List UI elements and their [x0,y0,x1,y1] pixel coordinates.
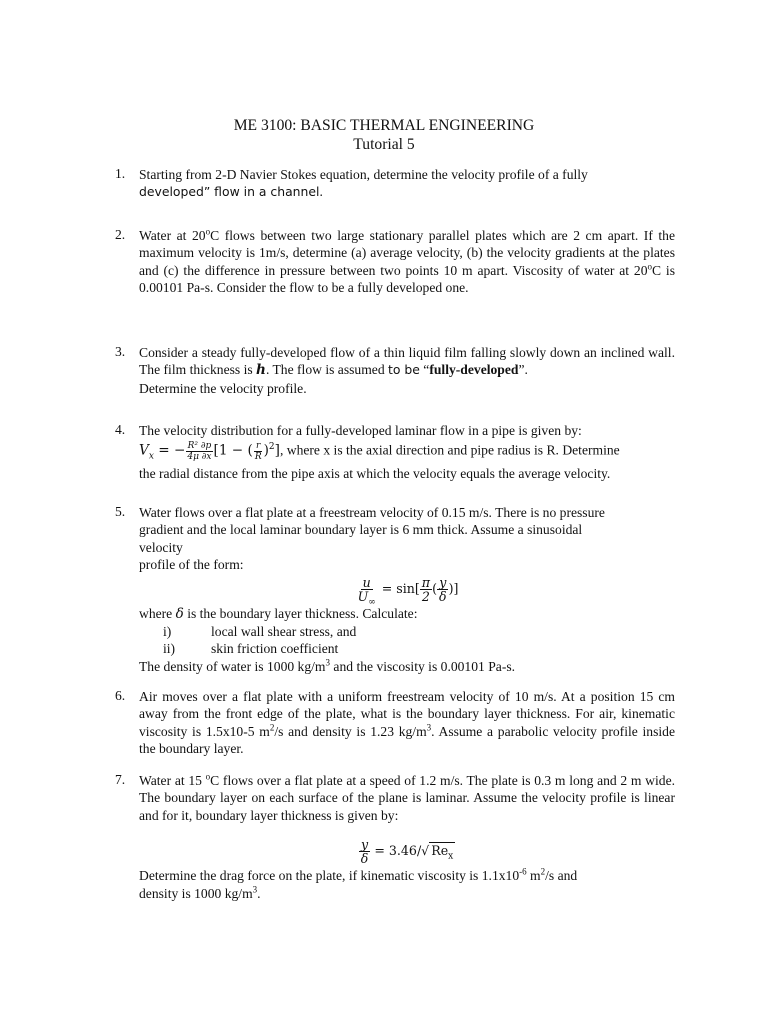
question-text: the radial distance from the pipe axis at which the velocity equals the average velocity. [139,466,611,482]
question-text [139,227,675,297]
text-run: Water at 20 [139,228,206,243]
eq-denominator: δ [438,588,447,604]
eq-numerator: y [439,574,447,590]
text-run: . Assume a parabolic velocity profile inside the boundary layer. [139,723,675,757]
superscript: 3 [426,722,432,733]
question-number: 4. [115,422,126,437]
superscript: 2 [540,866,546,877]
eq-fraction [356,574,378,608]
question-number: 5. [115,504,126,519]
text-run: C flows over a flat plate at a speed of 1.2 m/s. The plate is 0.3 m long and 2 m wide. The boundary layer on each surface of the plane is laminar. Assume the velocity profile is linear and for it, boundary layer thickness is given by: [139,773,676,823]
list-text: local wall shear stress, and [211,624,357,640]
eq-numerator: π [421,574,431,590]
question-text [139,658,675,675]
question-text [139,772,675,824]
question-number: 6. [115,688,126,703]
text-run: where [139,605,176,621]
list-marker: ii) [163,641,176,657]
eq-numerator: R² ∂p [187,441,212,452]
question-5 [115,504,675,675]
question-7 [115,772,675,902]
eq-denominator: U [357,588,369,604]
eq-operator: = − [153,443,186,460]
variable-h: h [256,362,266,379]
eq-bracket: )] [448,580,459,596]
eq-fraction [359,838,371,865]
text-run: C is 0.00101 Pa-s. Consider the flow to be a fully developed one. [139,262,675,296]
course-title: ME 3100: BASIC THERMAL ENGINEERING [233,117,535,134]
text-run: “ [419,362,430,378]
question-4 [115,422,675,483]
question-text: profile of the form: [139,557,244,573]
text-run: ”. [518,362,528,378]
eq-subscript: ∞ [368,597,376,608]
sinusoidal-profile-equation: $\frac{u}{U_\infty}$ = sin[ $\frac{\pi}{2}$ ( $\frac{y}{\delta}$ )] [357,574,459,608]
eq-fraction [185,441,213,462]
eq-bracket: ) [263,443,269,460]
text-run: /s and [545,868,578,884]
eq-denominator: 4μ ∂x [187,452,212,463]
question-text [139,344,675,397]
eq-subscript: x [448,851,454,862]
question-3 [115,344,675,397]
superscript: o [205,771,211,782]
superscript: 2 [269,722,275,733]
question-text: Starting from 2-D Navier Stokes equation, determine the velocity profile of a fully [139,167,588,182]
list-marker: i) [163,624,172,640]
text-run: is the boundary layer thickness. Calculate: [183,605,418,621]
text-run: Determine the drag force on the plate, if kinematic viscosity is 1.1x10 [139,868,520,884]
eq-bracket: ] [274,443,280,460]
eq-fraction [253,441,264,462]
question-1 [115,166,675,201]
text-run: The density of water is 1000 kg/m [139,658,326,674]
eq-re: Re [431,843,449,859]
boundary-layer-equation [139,838,675,865]
text-run: to be [388,362,420,378]
text-run: C flows between two large stationary parallel plates which are 2 cm apart. If the maximum velocity is 1m/s, determine (a) average velocity, (b) the velocity gradients at the plates and (c) the difference in pressure between two points 10 m apart. Viscosity of water at 20 [139,228,675,278]
bold-term: fully-developed [429,362,519,378]
eq-denominator: δ [360,851,369,867]
eq-numerator: u [362,574,371,590]
eq-exponent: 2 [268,442,275,453]
question-text: The velocity distribution for a fully-developed laminar flow in a pipe is given by: [139,423,582,438]
text-run: . [257,885,261,901]
eq-operator: = sin[ [377,580,420,596]
text-run: . The flow is assumed [265,362,389,378]
question-text [139,605,675,623]
velocity-equation-line [139,441,675,462]
eq-numerator: r [256,441,261,452]
question-text: Water flows over a flat plate at a freestream velocity of 0.15 m/s. There is no pressure [139,505,605,520]
superscript: 3 [252,884,258,895]
eq-denominator: 2 [421,588,430,604]
question-text [139,885,675,902]
text-run: Consider a steady fully-developed flow of a thin liquid film falling slowly down an inclined wall. The film thickness is [139,345,675,378]
list-item [139,640,675,657]
delta-symbol: δ [175,605,184,622]
text-run: m [526,868,541,884]
eq-fraction [420,576,432,603]
question-number: 1. [115,166,126,181]
question-6 [115,688,675,758]
eq-fraction [437,576,449,603]
text-run: and the viscosity is 0.00101 Pa-s. [330,658,516,674]
text-run: Air moves over a flat plate with a uniform freestream velocity of 10 m/s. At a position 15 cm away from the front edge of the plate, what is the boundary layer thickness. For air, kinematic viscosity is 1.5x10-5 m [139,689,675,739]
superscript: o [647,261,652,272]
question-text: gradient and the local laminar boundary layer is 6 mm thick. Assume a sinusoidal [139,522,583,538]
question-number: 2. [115,227,126,242]
question-2 [115,227,675,297]
tutorial-subtitle: Tutorial 5 [353,136,415,153]
question-text: developed” flow in a channel [139,184,320,200]
superscript: 3 [325,657,331,668]
eq-radicand [429,842,455,862]
list-text: skin friction coefficient [211,641,339,657]
eq-bracket: [1 − ( [213,443,253,460]
text-run: Water at 15 [139,773,206,788]
text-run: /s and density is 1.23 kg/m [274,723,427,739]
eq-denominator: R [254,452,262,463]
question-text: . [319,184,323,200]
eq-operator: = 3.46/√ [370,843,430,859]
text-run: density is 1000 kg/m [139,885,253,901]
question-text: velocity [139,539,183,555]
text-run: Determine the velocity profile. [139,380,307,396]
eq-subscript: x [148,451,154,462]
question-text [139,867,675,884]
superscript: o [205,226,211,237]
list-item [139,623,675,640]
question-number: 7. [115,772,126,787]
question-text [139,688,675,758]
question-number: 3. [115,344,126,359]
eq-lhs: V [139,443,149,460]
eq-numerator: y [360,837,369,853]
text-run: , where x is the axial direction and pipe radius is R. Determine [279,443,620,459]
superscript: -6 [519,866,527,877]
